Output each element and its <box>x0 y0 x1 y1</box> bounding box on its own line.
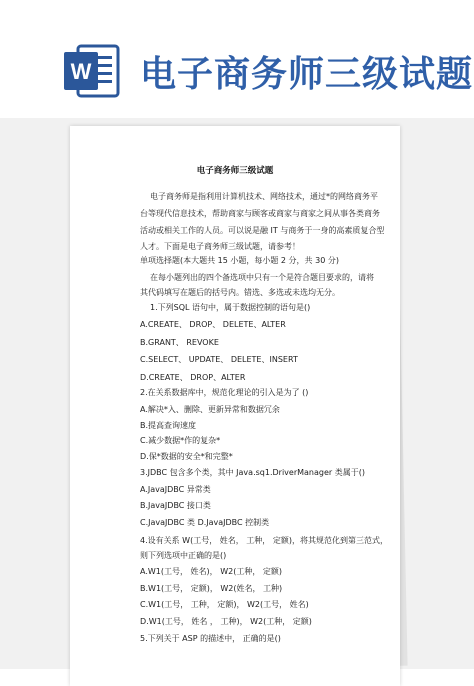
answer-option: A.JavaJDBC 异常类 <box>140 485 211 494</box>
word-icon <box>62 40 124 102</box>
answer-option: B.提高查询速度 <box>140 421 197 430</box>
answer-option: A.W1(工号， 姓名)， W2(工种， 定额) <box>140 567 282 576</box>
question: 2.在关系数据库中，规范化理论的引入是为了 () <box>140 388 309 397</box>
question: 4.设有关系 W(工号， 姓名， 工种， 定额)，将其规范化到第三范式， <box>140 536 388 545</box>
document-page <box>70 126 400 686</box>
body-line: 活动或相关工作的人员。可以说是融 IT 与商务于一身的高素质复合型 <box>140 226 385 235</box>
answer-option: D.CREATE、 DROP、ALTER <box>140 373 246 382</box>
answer-option: C.减少数据*作的复杂* <box>140 436 221 445</box>
banner-title: 电子商务师三级试题 <box>140 54 474 95</box>
answer-option: B.JavaJDBC 接口类 <box>140 501 211 510</box>
body-line: 电子商务师是指利用计算机技术、网络技术，通过*的网络商务平 <box>150 192 378 201</box>
body-line: 其代码填写在题后的括号内。错选、多选或未选均无分。 <box>140 288 340 297</box>
body-line: 台等现代信息技术，帮助商家与顾客或商家与商家之间从事各类商务 <box>140 209 380 218</box>
answer-option: D.W1(工号， 姓名 ， 工种)， W2(工种， 定额) <box>140 617 312 626</box>
answer-option: D.保*数据的安全*和完整* <box>140 452 233 461</box>
word-icon-letter: W <box>70 59 92 84</box>
answer-option: B.W1(工号， 定额)， W2(姓名， 工种) <box>140 584 283 593</box>
body-line: 人才。下面是电子商务师三级试题，请参考！ <box>140 242 300 251</box>
question: 1.下列SQL 语句中，属于数据控制的语句是() <box>150 303 311 312</box>
header-banner <box>0 0 474 118</box>
question: 3.JDBC 包含多个类，其中 Java.sq1.DriverManager 类属于() <box>140 468 365 477</box>
question: 5.下列关于 ASP 的描述中， 正确的是() <box>140 634 281 643</box>
answer-option: C.SELECT、 UPDATE、 DELETE、INSERT <box>140 355 298 364</box>
answer-option: B.GRANT、 REVOKE <box>140 338 219 347</box>
answer-option: C.JavaJDBC 类 D.JavaJDBC 控制类 <box>140 518 270 527</box>
question: 则下列选项中正确的是() <box>140 551 227 560</box>
answer-option: A.解决*入、删除、更新异常和数据冗余 <box>140 405 280 414</box>
answer-option: A.CREATE、 DROP、 DELETE、ALTER <box>140 320 286 329</box>
document-title: 电子商务师三级试题 <box>196 166 274 176</box>
body-line: 在每小题列出的四个备选项中只有一个是符合题目要求的，请将 <box>150 273 374 282</box>
answer-option: C.W1(工号， 工种， 定额)， W2(工号， 姓名) <box>140 600 309 609</box>
section-heading: 单项选择题(本大题共 15 小题，每小题 2 分，共 30 分) <box>140 256 339 265</box>
